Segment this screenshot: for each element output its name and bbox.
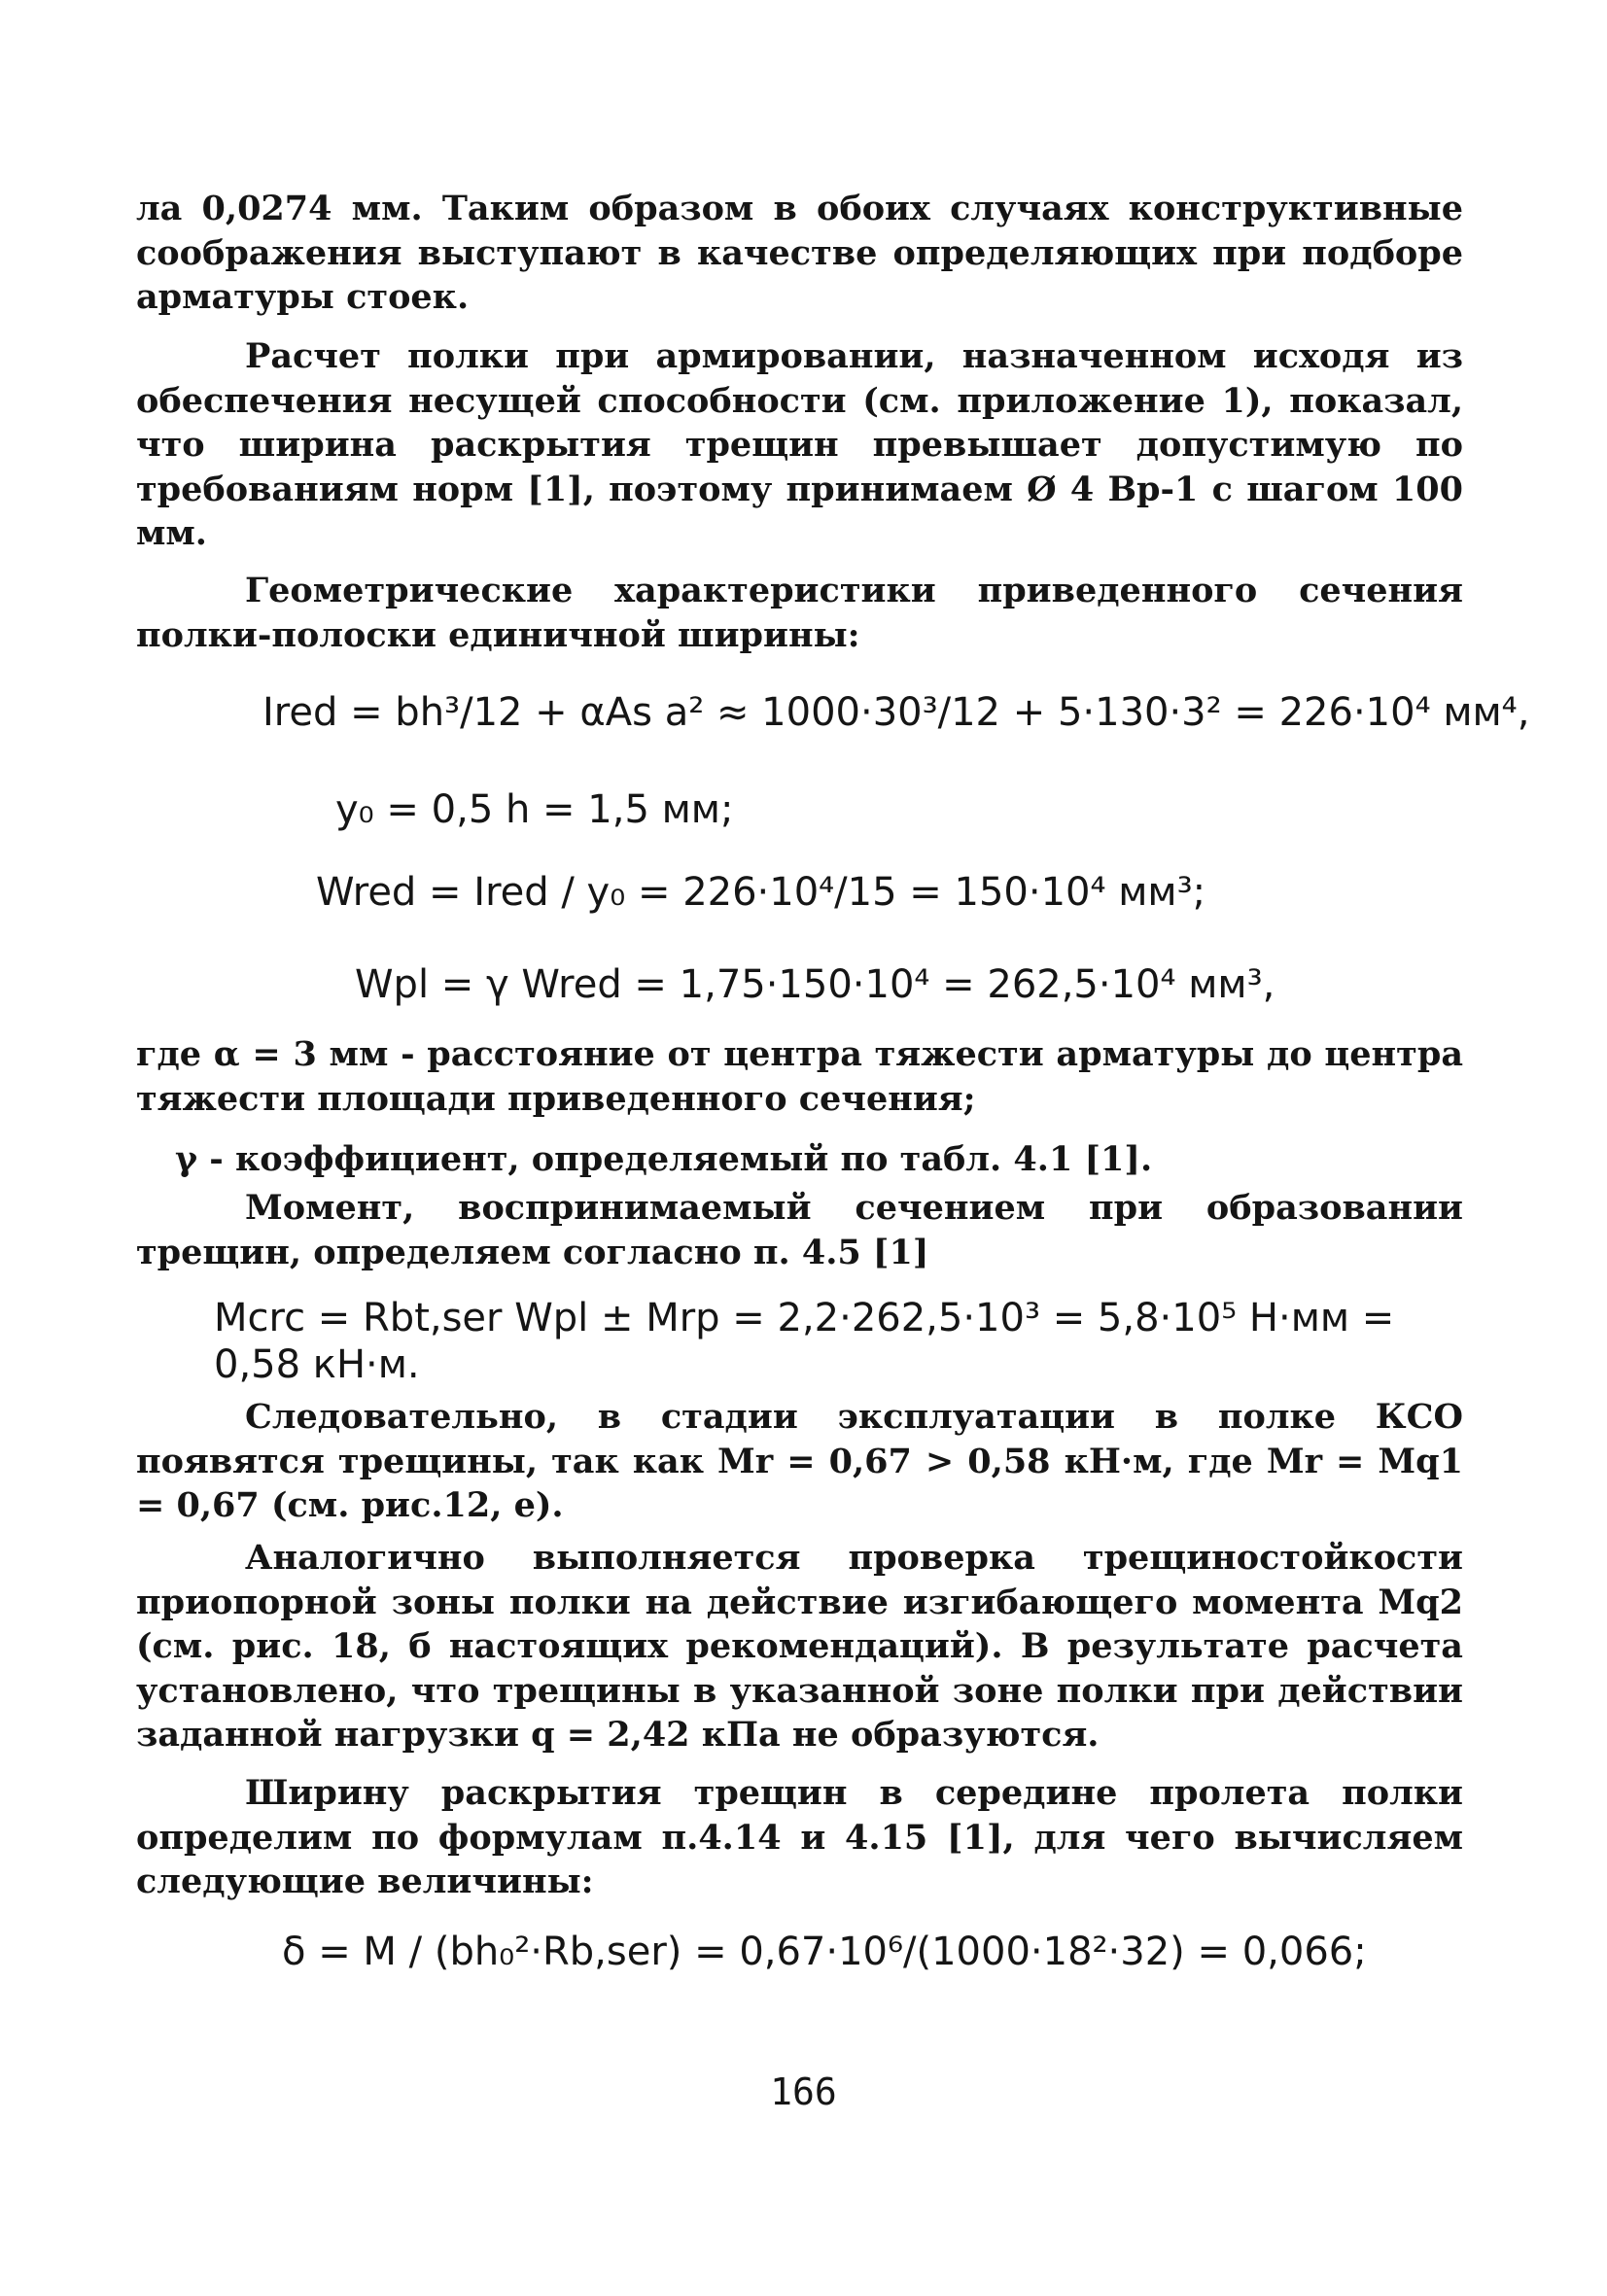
equation-wpl: Wpl = γ Wred = 1,75·150·10⁴ = 262,5·10⁴ мм³, [355,962,1275,1007]
equation-delta: δ = M / (bh₀²·Rb,ser) = 0,67·10⁶/(1000·18²·32) = 0,066; [282,1930,1367,1974]
equation-mcrc: Mcrc = Rbt,ser Wpl ± Mrp = 2,2·262,5·10³ = 5,8·10⁵ Н·мм = 0,58 кН·м. [214,1296,1395,1387]
paragraph-5: γ - коэффициент, определяемый по табл. 4.1 [1]. [175,1139,1153,1179]
page-number: 166 [770,2070,837,2113]
paragraph-8: Аналогично выполняется проверка трещиностойкости приопорной зоны полки на действие изгибающего момента Mq2 (см. рис. 18, б настоящих рекомендаций). В результате расчета установлено, что трещины в указанной зоне полки при действии заданной нагрузки q = 2,42 кПа не образуются. [136,1538,1463,1755]
paragraph-7: Следовательно, в стадии эксплуатации в полке КСО появятся трещины, так как Mr = 0,67 > 0,58 кН·м, где Mr = Mq1 = 0,67 (см. рис.12, е). [136,1397,1463,1525]
paragraph-3: Геометрические характеристики приведенного сечения полки-полоски единичной ширины: [136,571,1463,655]
equation-y0: y₀ = 0,5 h = 1,5 мм; [335,787,734,832]
paragraph-1: ла 0,0274 мм. Таким образом в обоих случаях конструктивные соображения выступают в качестве определяющих при подборе арматуры стоек. [136,189,1463,317]
equation-ired: Ired = bh³/12 + αAs a² ≈ 1000·30³/12 + 5·130·3² = 226·10⁴ мм⁴, [262,690,1530,735]
paragraph-2: Расчет полки при армировании, назначенном исходя из обеспечения несущей способности (см. приложение 1), показал, что ширина раскрытия трещин превышает допустимую по требованиям норм [1], поэтому принимаем Ø 4 Вр-1 с шагом 100 мм. [136,336,1463,553]
paragraph-4: где α = 3 мм - расстояние от центра тяжести арматуры до центра тяжести площади приведенного сечения; [136,1034,1463,1119]
paragraph-6: Момент, воспринимаемый сечением при образовании трещин, определяем согласно п. 4.5 [1] [136,1188,1463,1272]
equation-wred: Wred = Ired / y₀ = 226·10⁴/15 = 150·10⁴ мм³; [316,870,1206,915]
paragraph-9: Ширину раскрытия трещин в середине пролета полки определим по формулам п.4.14 и 4.15 [1], для чего вычисляем следующие величины: [136,1773,1463,1901]
